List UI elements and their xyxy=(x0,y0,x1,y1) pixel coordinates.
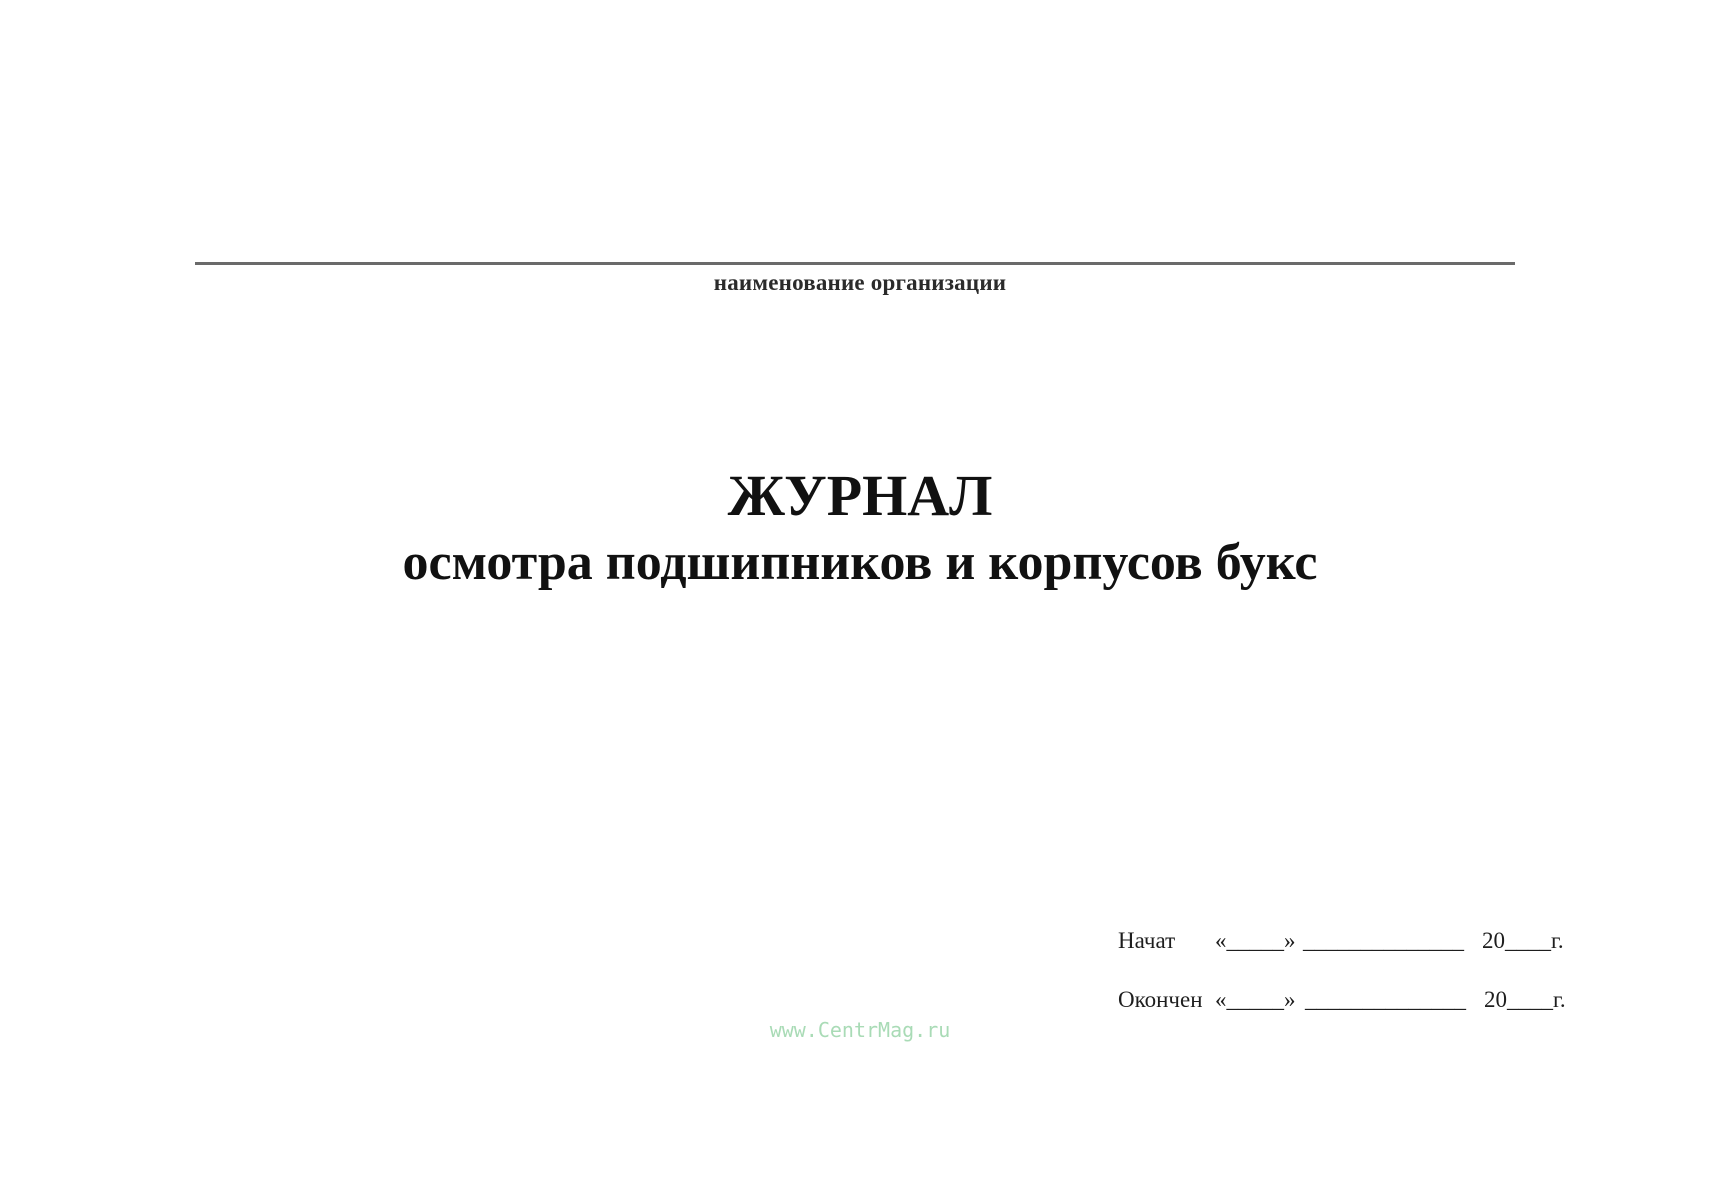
journal-subtitle: осмотра подшипников и корпусов букс xyxy=(402,534,1318,591)
start-month-blank: ______________ xyxy=(1303,928,1464,953)
start-label: Начат xyxy=(1118,928,1176,953)
end-day-blank: «_____» xyxy=(1215,987,1296,1012)
start-year-blank: 20____г. xyxy=(1482,928,1564,953)
organization-caption: наименование организации xyxy=(713,270,1007,295)
journal-title: ЖУРНАЛ xyxy=(727,463,993,528)
end-year-blank: 20____г. xyxy=(1484,987,1566,1012)
organization-name-line xyxy=(195,262,1515,265)
end-month-blank: ______________ xyxy=(1305,987,1466,1012)
watermark-text: www.CentrMag.ru xyxy=(769,1018,951,1042)
start-day-blank: «_____» xyxy=(1215,928,1296,953)
end-label: Окончен xyxy=(1118,987,1203,1012)
